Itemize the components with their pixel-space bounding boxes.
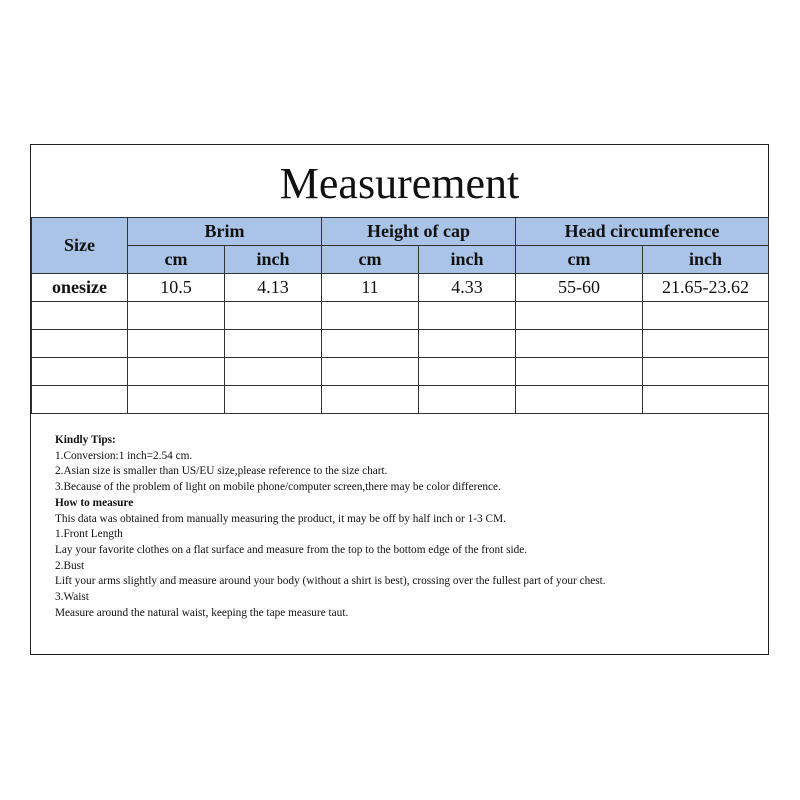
tips-heading: Kindly Tips: [55, 434, 116, 446]
table-cell [643, 330, 769, 358]
table-cell [225, 358, 322, 386]
size-cell: onesize [32, 274, 128, 302]
table-cell [419, 358, 516, 386]
table-cell [419, 330, 516, 358]
table-cell: 11 [322, 274, 419, 302]
unit-header: inch [419, 246, 516, 274]
table-cell: 21.65-23.62 [643, 274, 769, 302]
unit-header: cm [128, 246, 225, 274]
table-row [32, 274, 769, 302]
table-cell [643, 302, 769, 330]
table-cell [516, 302, 643, 330]
table-cell [225, 386, 322, 414]
size-header: Size [32, 218, 128, 274]
table-cell [225, 302, 322, 330]
table-cell [225, 330, 322, 358]
table-row [32, 330, 769, 358]
measure-line: 3.Waist [55, 591, 89, 604]
group-header-head-circumference: Head circumference [516, 218, 769, 246]
unit-header: inch [643, 246, 769, 274]
table-cell [516, 386, 643, 414]
table-cell: 4.33 [419, 274, 516, 302]
table-cell: 10.5 [128, 274, 225, 302]
unit-header: cm [322, 246, 419, 274]
table-row [32, 358, 769, 386]
table-cell [322, 302, 419, 330]
measure-line: Lift your arms slightly and measure around your body (without a shirt is best), crossing over the fullest part of your chest. [55, 575, 606, 588]
table-row [32, 386, 769, 414]
measure-line: This data was obtained from manually measuring the product, it may be off by half inch or 1-3 CM. [55, 512, 506, 525]
table-cell [643, 386, 769, 414]
table-cell [419, 302, 516, 330]
table-cell [516, 358, 643, 386]
table-cell [322, 358, 419, 386]
table-cell [322, 386, 419, 414]
how-to-measure-heading: How to measure [55, 496, 134, 509]
table-cell [128, 358, 225, 386]
table-cell [322, 330, 419, 358]
size-cell [32, 386, 128, 414]
size-cell [32, 358, 128, 386]
tip-line: 1.Conversion:1 inch=2.54 cm. [55, 449, 193, 462]
size-table [31, 217, 769, 414]
measure-line: 2.Bust [55, 559, 85, 572]
size-cell [32, 330, 128, 358]
table-cell [128, 302, 225, 330]
table-cell [419, 386, 516, 414]
measure-line: Lay your favorite clothes on a flat surface and measure from the top to the bottom edge of the front side. [55, 543, 528, 556]
measure-line: 1.Front Length [55, 528, 123, 541]
measure-line: Measure around the natural waist, keeping the tape measure taut. [55, 606, 349, 619]
size-cell [32, 302, 128, 330]
group-header-brim: Brim [128, 218, 322, 246]
table-cell [516, 330, 643, 358]
table-cell: 55-60 [516, 274, 643, 302]
page-title: Measurement [279, 159, 520, 208]
table-row [32, 302, 769, 330]
unit-header: cm [516, 246, 643, 274]
table-cell [128, 330, 225, 358]
tip-line: 3.Because of the problem of light on mobile phone/computer screen,there may be color difference. [55, 481, 501, 494]
size-chart-frame [30, 144, 769, 655]
table-cell [643, 358, 769, 386]
table-cell [128, 386, 225, 414]
table-header-row [32, 218, 769, 246]
table-unit-row [32, 246, 769, 274]
group-header-height-of-cap: Height of cap [322, 218, 516, 246]
tip-line: 2.Asian size is smaller than US/EU size,please reference to the size chart. [55, 465, 388, 478]
unit-header: inch [225, 246, 322, 274]
table-cell: 4.13 [225, 274, 322, 302]
tips-section [55, 433, 755, 621]
